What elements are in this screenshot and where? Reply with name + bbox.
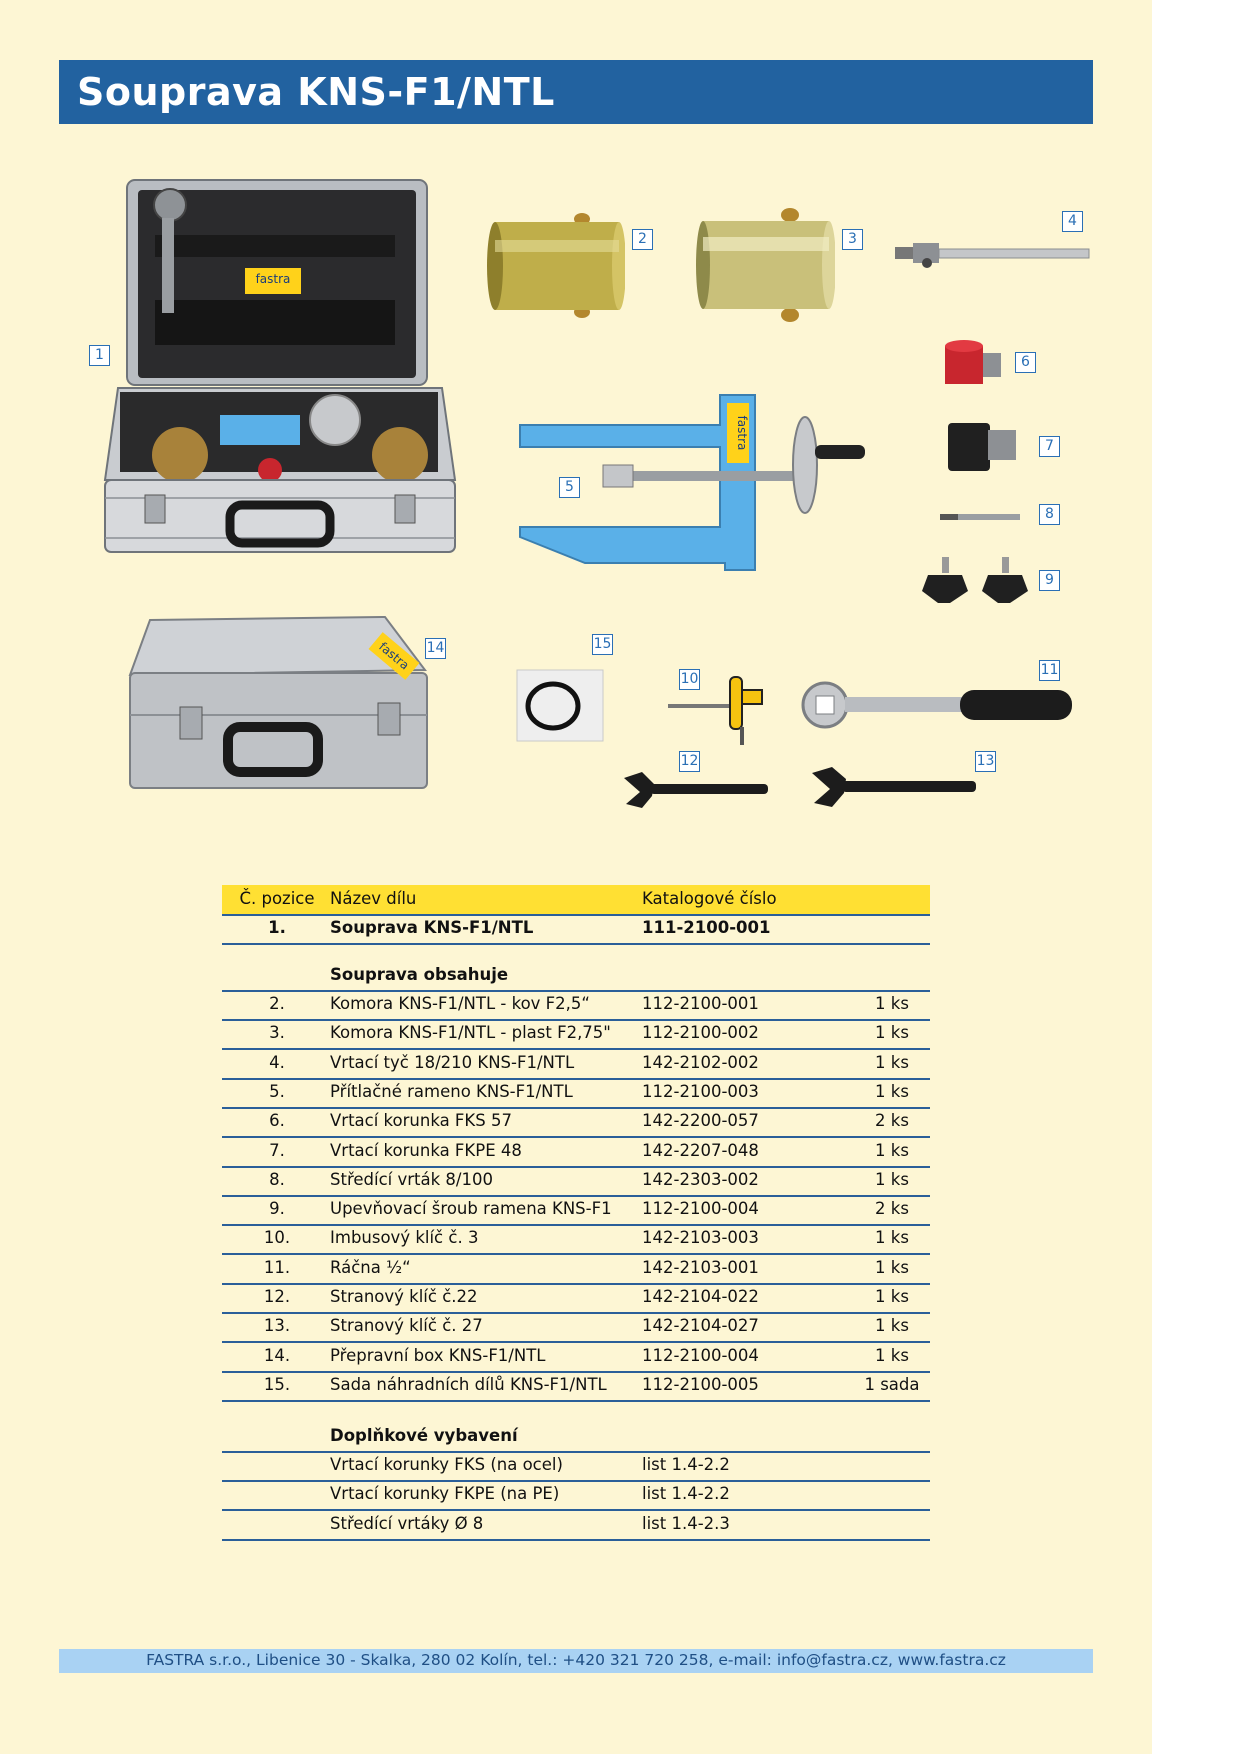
- row-quantity: 1 ks: [875, 1345, 909, 1365]
- accessory-name: Vrtací korunky FKS (na ocel): [330, 1455, 563, 1474]
- row-catalog: 112-2100-004: [642, 1199, 759, 1219]
- callout-2: 2: [632, 229, 653, 250]
- main-catalog: 111-2100-001: [642, 918, 771, 937]
- row-catalog: 142-2207-048: [642, 1140, 759, 1160]
- table-row: [222, 1254, 930, 1285]
- table-row: [222, 1107, 930, 1138]
- contents-heading-row: [222, 961, 930, 992]
- callout-3: 3: [842, 229, 863, 250]
- row-name: Středící vrták 8/100: [330, 1169, 493, 1189]
- row-quantity: 1 sada: [864, 1374, 920, 1394]
- row-quantity: 2 ks: [875, 1199, 909, 1219]
- transport-box-image: [120, 615, 435, 795]
- contents-heading: Souprava obsahuje: [330, 965, 509, 984]
- table-row: [222, 1166, 930, 1197]
- row-name: Vrtací tyč 18/210 KNS-F1/NTL: [330, 1052, 575, 1072]
- row-position: 3.: [269, 1023, 285, 1043]
- callout-14: 14: [425, 638, 446, 659]
- table-row: [222, 1195, 930, 1226]
- case-brand-label: fastra: [255, 272, 291, 286]
- callout-13: 13: [975, 751, 996, 772]
- main-position: 1.: [268, 918, 286, 937]
- row-quantity: 1 ks: [875, 994, 909, 1013]
- callout-8: 8: [1039, 504, 1060, 525]
- row-catalog: 112-2100-002: [642, 1023, 759, 1043]
- main-name: Souprava KNS-F1/NTL: [330, 918, 534, 937]
- footer-bar: [59, 1649, 1093, 1673]
- row-catalog: 112-2100-005: [642, 1374, 759, 1394]
- row-catalog: 142-2303-002: [642, 1169, 759, 1189]
- table-row: [222, 990, 930, 1021]
- row-name: Sada náhradních dílů KNS-F1/NTL: [330, 1374, 607, 1394]
- row-position: 12.: [263, 1287, 291, 1306]
- title-bar: [59, 60, 1093, 124]
- row-catalog: 112-2100-001: [642, 994, 759, 1013]
- row-name: Přepravní box KNS-F1/NTL: [330, 1345, 546, 1365]
- ratchet-image: [800, 680, 1075, 730]
- spanner-22-image: [622, 770, 770, 810]
- table-row: [222, 1137, 930, 1168]
- page-title: Souprava KNS-F1/NTL: [77, 70, 555, 114]
- table-row-main: [222, 914, 930, 945]
- accessory-row: [222, 1480, 930, 1511]
- row-quantity: 1 ks: [875, 1140, 909, 1160]
- callout-1: 1: [89, 345, 110, 366]
- row-quantity: 1 ks: [875, 1052, 909, 1072]
- callout-4: 4: [1062, 211, 1083, 232]
- row-name: Ráčna ½“: [330, 1257, 411, 1277]
- callout-15: 15: [592, 634, 613, 655]
- table-row: [222, 1312, 930, 1343]
- row-name: Komora KNS-F1/NTL - kov F2,5“: [330, 994, 590, 1013]
- callout-12: 12: [679, 751, 700, 772]
- row-name: Přítlačné rameno KNS-F1/NTL: [330, 1081, 573, 1101]
- row-position: 14.: [263, 1345, 291, 1365]
- row-quantity: 1 ks: [875, 1023, 909, 1043]
- row-catalog: 142-2103-001: [642, 1257, 759, 1277]
- row-position: 11.: [263, 1257, 291, 1277]
- row-name: Upevňovací šroub ramena KNS-F1: [330, 1199, 612, 1219]
- accessory-row: [222, 1510, 930, 1541]
- table-row: [222, 1019, 930, 1050]
- row-quantity: 1 ks: [875, 1228, 909, 1248]
- metal-chamber-image: [485, 210, 625, 320]
- accessory-row: [222, 1451, 930, 1482]
- table-row: [222, 1078, 930, 1109]
- row-catalog: 112-2100-004: [642, 1345, 759, 1365]
- row-quantity: 1 ks: [875, 1081, 909, 1101]
- row-position: 9.: [269, 1199, 285, 1219]
- drill-rod-image: [895, 237, 1090, 273]
- footer-contact: FASTRA s.r.o., Libenice 30 - Skalka, 280 02 Kolín, tel.: +420 321 720 258, e-mail: info@fastra.cz, www.fastra.cz: [146, 1651, 1006, 1669]
- row-quantity: 1 ks: [875, 1169, 909, 1189]
- row-position: 4.: [269, 1052, 285, 1072]
- callout-7: 7: [1039, 436, 1060, 457]
- callout-10: 10: [679, 669, 700, 690]
- header-catalog: Katalogové číslo: [642, 889, 777, 908]
- callout-11: 11: [1039, 660, 1060, 681]
- row-quantity: 2 ks: [875, 1111, 909, 1131]
- row-name: Vrtací korunka FKS 57: [330, 1111, 512, 1131]
- row-name: Stranový klíč č. 27: [330, 1316, 483, 1336]
- header-position: Č. pozice: [239, 889, 315, 908]
- row-position: 2.: [269, 994, 285, 1013]
- accessories-heading: Doplňkové vybavení: [330, 1426, 518, 1445]
- table-row: [222, 1342, 930, 1373]
- accessory-name: Středící vrtáky Ø 8: [330, 1513, 484, 1533]
- row-position: 8.: [269, 1169, 285, 1189]
- row-catalog: 142-2104-022: [642, 1287, 759, 1306]
- row-position: 5.: [269, 1081, 285, 1101]
- table-header-row: [222, 885, 930, 916]
- accessory-reference: list 1.4-2.2: [642, 1484, 730, 1504]
- row-catalog: 142-2200-057: [642, 1111, 759, 1131]
- row-quantity: 1 ks: [875, 1316, 909, 1336]
- row-quantity: 1 ks: [875, 1257, 909, 1277]
- row-position: 10.: [263, 1228, 291, 1248]
- table-row: [222, 1371, 930, 1402]
- plastic-chamber-image: [695, 205, 835, 325]
- open-case-image: [100, 170, 460, 560]
- accessory-reference: list 1.4-2.2: [642, 1455, 730, 1474]
- callout-5: 5: [559, 477, 580, 498]
- row-name: Imbusový klíč č. 3: [330, 1228, 479, 1248]
- arm-brand-label: fastra: [735, 415, 749, 451]
- box-brand-label: fastra: [376, 639, 412, 673]
- row-catalog: 112-2100-003: [642, 1081, 759, 1101]
- accessories-heading-row: [222, 1422, 930, 1453]
- row-catalog: 142-2103-003: [642, 1228, 759, 1248]
- row-position: 13.: [263, 1316, 291, 1336]
- table-row: [222, 1283, 930, 1314]
- callout-6: 6: [1015, 352, 1036, 373]
- hole-saw-fks-image: [940, 338, 1005, 393]
- table-row: [222, 1224, 930, 1255]
- spare-parts-image: [515, 668, 605, 743]
- row-position: 6.: [269, 1111, 285, 1131]
- row-catalog: 142-2102-002: [642, 1052, 759, 1072]
- row-catalog: 142-2104-027: [642, 1316, 759, 1336]
- row-quantity: 1 ks: [875, 1287, 909, 1306]
- accessory-name: Vrtací korunky FKPE (na PE): [330, 1484, 560, 1504]
- row-position: 15.: [263, 1374, 291, 1394]
- spanner-27-image: [810, 765, 978, 810]
- row-name: Stranový klíč č.22: [330, 1287, 478, 1306]
- table-row: [222, 1049, 930, 1080]
- header-name: Název dílu: [330, 889, 417, 908]
- accessory-reference: list 1.4-2.3: [642, 1513, 730, 1533]
- mounting-screws-image: [920, 555, 1035, 607]
- callout-9: 9: [1039, 570, 1060, 591]
- centering-drill-image: [940, 510, 1020, 524]
- row-position: 7.: [269, 1140, 285, 1160]
- row-name: Vrtací korunka FKPE 48: [330, 1140, 522, 1160]
- hole-saw-fkpe-image: [940, 418, 1020, 478]
- row-name: Komora KNS-F1/NTL - plast F2,75": [330, 1023, 611, 1043]
